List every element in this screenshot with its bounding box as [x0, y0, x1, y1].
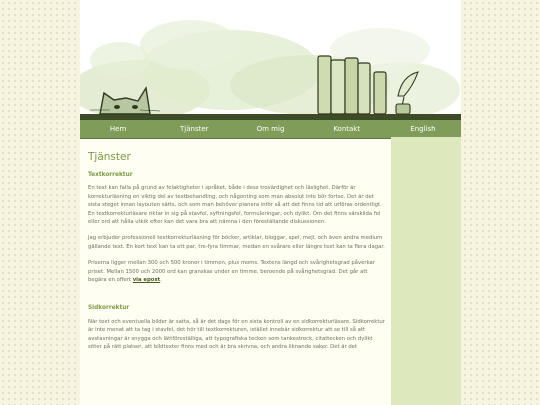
nav-item-tjanster[interactable]: Tjänster — [180, 125, 209, 133]
price-paragraph — [88, 259, 386, 284]
page-container — [80, 0, 461, 405]
page-title: Tjänster — [88, 151, 131, 163]
sidebar — [391, 137, 461, 405]
nav-item-kontakt[interactable]: Kontakt — [333, 125, 361, 133]
nav-item-english[interactable]: English — [410, 125, 436, 133]
main-navigation — [80, 118, 461, 139]
price-end: . — [160, 277, 162, 284]
nav-item-hem[interactable]: Hem — [109, 125, 127, 133]
nav-item-om-mig[interactable]: Om mig — [256, 125, 285, 133]
price-text: Priserna ligger mellan 300 och 500 kronor i timmen, plus moms. Textens längd och svårighetsgrad påverkar priset. Mellan 1500 och 2000 ord kan granskas under en timme, beroende på svårighetsgrad. Det går att begära en offert — [88, 260, 375, 284]
header-banner — [80, 0, 461, 118]
paragraph: När text och eventuella bilder är satta, så är det dags för en sista kontroll av en sidkorrekturläsare. Sidkorrektur är inte menat att ta tag i stavfel, det hör till textkorrekturen, istället innebär sidkorrektur att se till så att avstavningar är snygga och lättföreställiga, att typografiska tecken som tankestreck, citattecken och dylikt sitter på rätt platser, att bildtexter finns med och är bra skrivna, och andra liknande saker. Det är det — [88, 318, 385, 351]
main-content — [88, 150, 386, 360]
section-heading-sidkorrektur: Sidkorrektur — [88, 305, 130, 312]
email-link[interactable]: via epost — [132, 277, 161, 284]
header-illustration — [80, 0, 461, 118]
paragraph: Jag erbjuder professionell textkorrekturläsning för böcker, artiklar, bloggar, spel, mejl, och även andra medium gällande text. En kort text kan ta ett par, tre-fyra timmar, medan en svårare eller längre text kan ta flera dagar. — [88, 235, 385, 250]
section-heading-textkorrektur: Textkorrektur — [88, 172, 133, 178]
paragraph: En text kan falla på grund av felaktigheter i språket, både i dess trovärdighet och läslighet. Därför är korrekturläsning en viktig del av textbehandling, och någonting som man absolut inte bör fortse. Det är det sista steget innan layouten sätts, och som man behöver planera inför så att det finns tid att utföras ordentligt. En textkorrekturläsare riktar in sig på stavfel, syftningsfel, formuleringar, och dylikt. Om det finns särskilda fel eller ord att hålla utkik efter kan det vara bra att nämna i den föreställande diskussionen. — [88, 185, 382, 226]
